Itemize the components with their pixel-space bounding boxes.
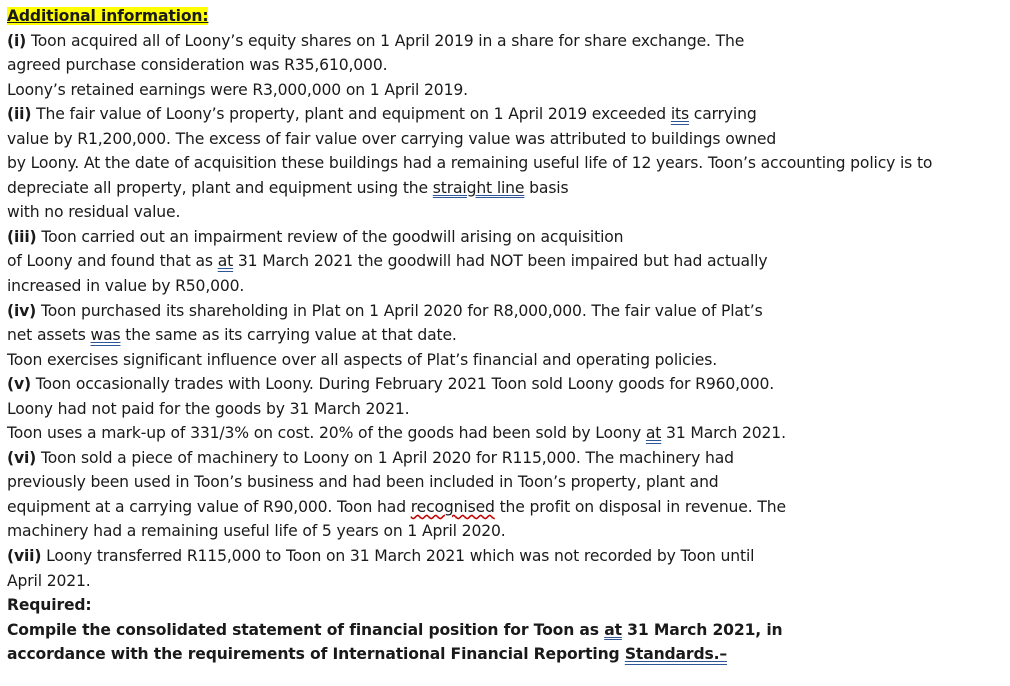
text-run: net assets (7, 326, 91, 345)
text-line (7, 151, 1010, 176)
text-run: Compile the consolidated statement of financial position for Toon as (7, 620, 605, 639)
text-run: at (645, 424, 662, 443)
text-run: agreed purchase consideration was R35,610,000. (7, 56, 388, 75)
text-run: with no residual value. (7, 203, 181, 222)
text-run: machinery had a remaining useful life of 5 years on 1 April 2020. (7, 522, 506, 541)
text-run: the profit on disposal in revenue. The (494, 497, 786, 516)
text-run: Standards.– (624, 645, 728, 664)
text-run: (iv) (7, 301, 37, 320)
text-run: 31 March 2021 the goodwill had NOT been impaired but had actually (233, 252, 768, 271)
text-run: (vi) (7, 448, 37, 467)
heading-line (7, 4, 1010, 29)
text-run: April 2021. (7, 571, 91, 590)
text-line (7, 544, 1010, 569)
text-run: (i) (7, 31, 27, 50)
text-line (7, 274, 1010, 299)
text-line (7, 225, 1010, 250)
text-line (7, 29, 1010, 54)
text-run: (iii) (7, 227, 37, 246)
text-run: increased in value by R50,000. (7, 277, 245, 296)
text-run: Toon uses a mark-up of 331/3% on cost. 20% of the goods had been sold by Loony (7, 424, 646, 443)
text-line (7, 53, 1010, 78)
text-line (7, 495, 1010, 520)
text-line (7, 421, 1010, 446)
text-run: Toon exercises significant influence over all aspects of Plat’s financial and operating policies. (7, 350, 718, 369)
text-run: Toon occasionally trades with Loony. During February 2021 Toon sold Loony goods for R960,000. (30, 375, 775, 394)
text-line (7, 102, 1010, 127)
text-run: Toon acquired all of Loony’s equity shares on 1 April 2019 in a share for share exchange. The (26, 31, 745, 50)
text-line (7, 446, 1010, 471)
text-run: Toon carried out an impairment review of the goodwill arising on acquisition (36, 227, 624, 246)
text-run: depreciate all property, plant and equipment using the (7, 178, 433, 197)
text-line (7, 618, 1010, 643)
text-run: at (217, 252, 234, 271)
text-line (7, 249, 1010, 274)
text-line (7, 470, 1010, 495)
text-run: previously been used in Toon’s business and had been included in Toon’s property, plant and (7, 473, 719, 492)
text-line (7, 78, 1010, 103)
text-run: basis (524, 178, 569, 197)
text-run: The fair value of Loony’s property, plant and equipment on 1 April 2019 exceeded (31, 105, 671, 124)
text-line (7, 519, 1010, 544)
text-run: Loony had not paid for the goods by 31 March 2021. (7, 399, 410, 418)
text-run: (vii) (7, 547, 42, 566)
text-run: by Loony. At the date of acquisition these buildings had a remaining useful life of 12 years. Toon’s accounting policy is to (7, 154, 933, 173)
text-line (7, 127, 1010, 152)
text-line (7, 569, 1010, 594)
text-run: Toon sold a piece of machinery to Loony on 1 April 2020 for R115,000. The machinery had (36, 448, 734, 467)
text-run: the same as its carrying value at that date. (120, 326, 457, 345)
text-run: value by R1,200,000. The excess of fair value over carrying value was attributed to buildings owned (7, 129, 777, 148)
text-run: was (90, 326, 121, 345)
text-run: of Loony and found that as (7, 252, 218, 271)
text-run: 31 March 2021. (661, 424, 786, 443)
paragraph-lines (7, 29, 1010, 667)
text-line (7, 593, 1010, 618)
text-line (7, 348, 1010, 373)
text-run: Toon purchased its shareholding in Plat on 1 April 2020 for R8,000,000. The fair value of Plat’s (36, 301, 763, 320)
text-run: accordance with the requirements of International Financial Reporting (7, 645, 625, 664)
text-line (7, 176, 1010, 201)
text-run: at (604, 620, 622, 639)
text-run: carrying (688, 105, 757, 124)
text-line (7, 372, 1010, 397)
text-line (7, 642, 1010, 667)
section-heading: Additional information: (7, 7, 209, 25)
text-run: recognised (410, 497, 495, 516)
text-run: 31 March 2021, in (621, 620, 783, 639)
text-run: (v) (7, 375, 31, 394)
text-run: straight line (432, 178, 525, 197)
text-run: Loony’s retained earnings were R3,000,000 on 1 April 2019. (7, 80, 468, 99)
text-run: its (670, 105, 689, 124)
text-line (7, 323, 1010, 348)
text-run: Loony transferred R115,000 to Toon on 31 March 2021 which was not recorded by Toon until (41, 547, 755, 566)
text-run: equipment at a carrying value of R90,000. Toon had (7, 497, 411, 516)
text-run: (ii) (7, 105, 32, 124)
text-line (7, 200, 1010, 225)
text-line (7, 299, 1010, 324)
text-run: Required: (7, 596, 92, 615)
text-line (7, 397, 1010, 422)
